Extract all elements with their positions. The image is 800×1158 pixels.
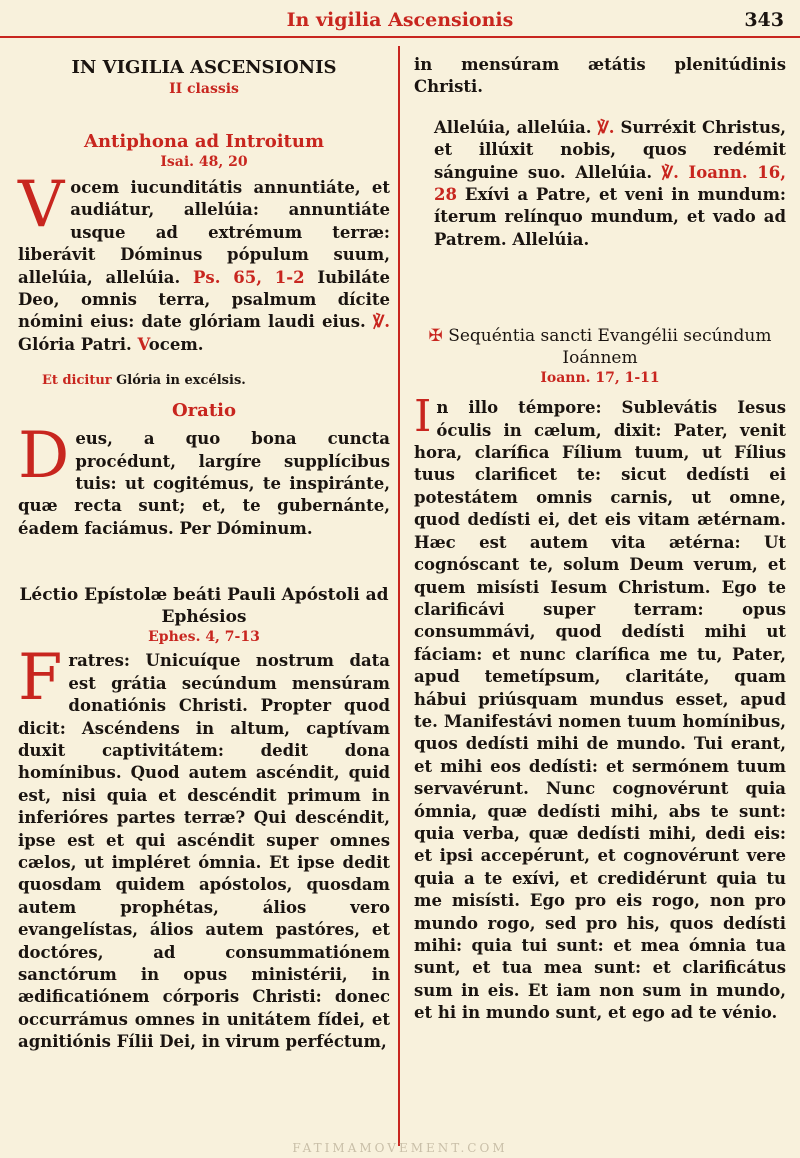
- alleluia-text: [414, 117, 786, 251]
- introit-psalm-ref: Ps. 65, 1-2: [193, 267, 305, 287]
- gospel-text: [414, 391, 786, 1024]
- introit-repeat-initial: V: [137, 334, 149, 354]
- gloria-rubric: [18, 372, 390, 390]
- introit-title: Antiphona ad Introitum: [83, 131, 324, 152]
- page-header: [0, 0, 800, 38]
- gospel-title: [414, 325, 786, 369]
- introit-repeat: ocem.: [148, 334, 204, 354]
- alleluia-verse: Surréxit Christus, et illúxit nobis, quos redémit sánguine suo. Allelúia.: [434, 117, 786, 182]
- lectio-continuation: in mensúram ætátis plenitúdinis Christi.: [414, 55, 786, 97]
- lectio-drop-cap: F: [18, 641, 63, 716]
- feast-title: IN VIGILIA ASCENSIONIS: [71, 57, 337, 78]
- cross-icon: ✠: [428, 326, 443, 347]
- gospel-drop-cap: I: [414, 391, 432, 443]
- introit-psalm: Iubiláte Deo, omnis terra, psalmum dícite nómini eius: date glóriam laudi eius.: [18, 267, 391, 332]
- gospel-reading: n illo témpore: Sublevátis Iesus óculis in cælum, dixit: Pater, venit hora, clarífica Fílium tuum, ut Fílius tuus clarificet te: sicut dedísti ei potestátem omnis carnis, ut omne, quod dedísti ei, det eis vitam ætérnam. Hæc est autem vita ætérna: Ut cognóscant te, solum Deum verum, et quem misísti Iesum Christum. Ego te clarificávi super terram: opus consummávi, quod dedísti mihi ut fáciam: et nunc clarífica me tu, Pater, apud temetípsum, claritáte, quam hábui priúsquam mundus esset, apud te. Manifestávi nomen tuum homínibus, quos dedísti mihi de mundo. Tui erant, et mihi eos dedísti: et sermónem tuum servavérunt. Nunc cognovérunt quia ómnia, quæ dedísti mihi, abs te sunt: quia verba, quæ dedísti mihi, dedi eis: et ipsi accepérunt, et cognovérunt vere quia a te exívi, et credidérunt quia tu me misísti. Ego pro eis rogo, non pro mundo rogo, sed pro his, quos dedísti mihi: quia tui sunt: et mea ómnia tua sunt, et tua mea sunt: et clarificátus sum in eis. Et iam non sum in mundo, et hi in mundo sunt, et ego ad te vénio.: [414, 398, 786, 1023]
- versicle-symbol: ℣.: [661, 162, 679, 182]
- introit-antiphon: ocem iucunditátis annuntiáte, et audiátur, allelúia: annuntiáte usque ad extrémum terræ: liberávit Dóminus pópulum suum, allelúia, allelúia.: [18, 178, 390, 287]
- oratio-title: Oratio: [172, 400, 236, 422]
- feast-class: II classis: [169, 81, 239, 97]
- oratio-drop-cap: D: [18, 419, 70, 494]
- watermark: FATIMAMOVEMENT.COM: [292, 1141, 508, 1155]
- alleluia-reference: Ioann. 16, 28: [434, 162, 786, 205]
- running-title: In vigilia Ascensionis: [286, 9, 514, 31]
- introit-reference: Isai. 48, 20: [160, 154, 248, 170]
- right-column: [414, 46, 786, 1025]
- oratio-text: [18, 419, 390, 540]
- gloria-rubric-text: Glória in excélsis.: [116, 373, 246, 389]
- column-divider: [398, 46, 400, 1146]
- introit-drop-cap: V: [18, 168, 65, 242]
- alleluia-opening: Allelúia, allelúia.: [434, 117, 592, 137]
- introit-gloria: Glória Patri.: [18, 334, 132, 354]
- left-column: [18, 46, 390, 1054]
- gloria-rubric-label: Et dicitur: [42, 373, 112, 389]
- oratio-prayer: eus, a quo bona cuncta procédunt, largíre supplícibus tuis: ut cogitémus, te inspiránte, quæ recta sunt; et, te gubernánte, éadem faciámus. Per Dóminum.: [18, 429, 390, 538]
- page-number: 343: [744, 9, 784, 31]
- alleluia-verse-2: Exívi a Patre, et veni in mundum: íterum relínquo mundum, et vado ad Patrem. Allelúia.: [434, 185, 786, 249]
- lectio-reading: ratres: Unicuíque nostrum data est grátia secúndum mensúram donatiónis Christi. Propter quod dicit: Ascéndens in altum, captívam duxit captivitátem: dedit dona homínibus. Quod autem ascéndit, quid est, nisi quia et descéndit primum in inferióres partes terræ? Qui descéndit, ipse est et qui ascéndit super omnes cælos, ut impléret ómnia. Et ipse dedit quosdam quidem apóstolos, quosdam autem prophétas, álios vero evangelístas, álios autem pastóres, et doctóres, ad consummatiónem sanctórum in opus ministérii, in ædificatiónem córporis Christi: donec occurrámus omnes in unitátem fídei, et agnitiónis Fílii Dei, in virum perféctum,: [18, 651, 390, 1052]
- lectio-title: Léctio Epístolæ beáti Pauli Apóstoli ad Ephésios: [19, 585, 389, 628]
- introit-text: [18, 168, 391, 356]
- gospel-reference: Ioann. 17, 1-11: [540, 370, 660, 387]
- lectio-text: [18, 641, 390, 1053]
- gospel-title-text: Sequéntia sancti Evangélii secúndum Ioánnem: [448, 326, 772, 369]
- versicle-symbol: ℣.: [372, 312, 390, 332]
- lectio-reference: Ephes. 4, 7-13: [148, 629, 260, 646]
- versicle-symbol: ℣.: [597, 117, 615, 137]
